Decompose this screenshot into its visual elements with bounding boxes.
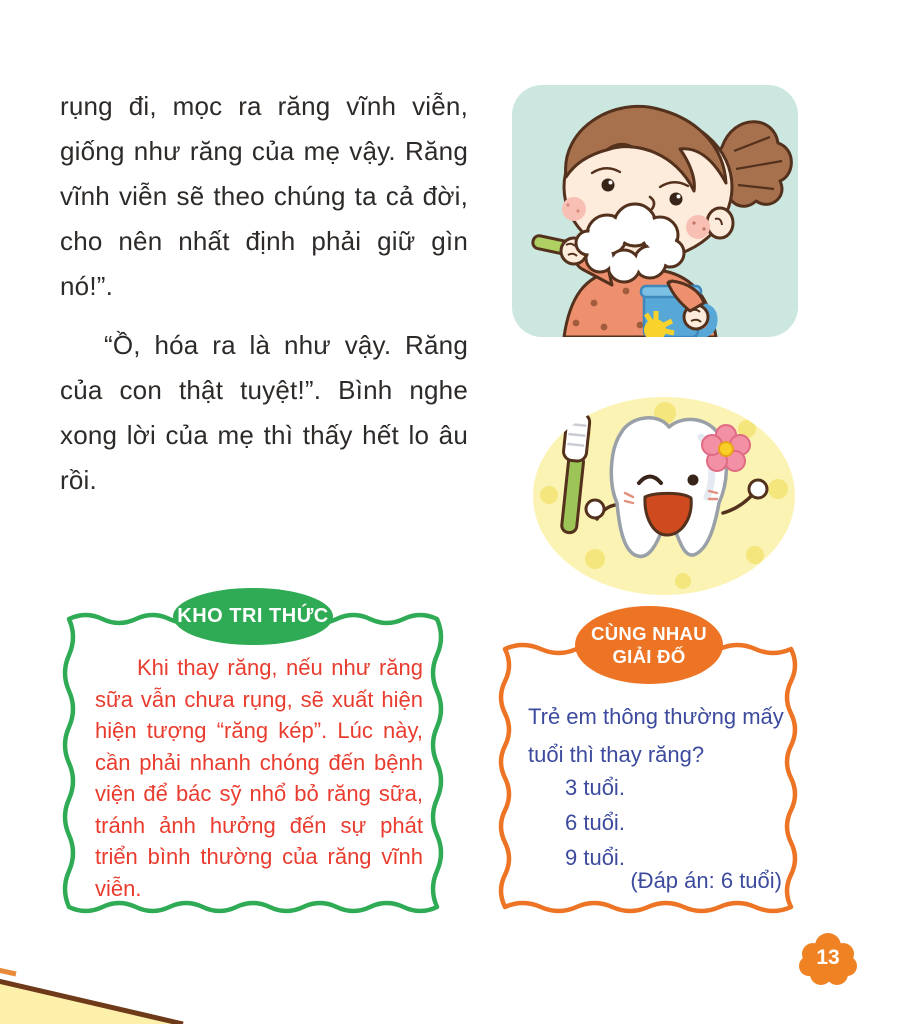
corner-decoration xyxy=(0,964,200,1024)
quiz-option-2: 6 tuổi. xyxy=(565,810,625,835)
knowledge-box-title: KHO TRI THỨC xyxy=(177,605,329,627)
girl-brushing-icon xyxy=(512,85,798,337)
girl-brushing-illustration xyxy=(512,85,798,337)
quiz-box-title-badge xyxy=(575,606,723,684)
toothbrush-icon xyxy=(555,412,590,534)
quiz-option-1: 3 tuổi. xyxy=(565,775,625,800)
page-number-badge xyxy=(796,928,860,992)
tooth-character-illustration xyxy=(533,397,795,595)
quiz-option-3: 9 tuổi. xyxy=(565,845,625,870)
quiz-options xyxy=(565,770,625,875)
page-number: 13 xyxy=(816,946,840,969)
quiz-answer: (Đáp án: 6 tuổi) xyxy=(630,868,782,893)
quiz-question: Trẻ em thông thường mấy tuổi thì thay răng? xyxy=(528,704,784,767)
story-paragraph-1: rụng đi, mọc ra răng vĩnh viễn, giống như răng của mẹ vậy. Răng vĩnh viễn sẽ theo chúng ta cả đời, cho nên nhất định phải giữ gìn nó!”. xyxy=(60,91,468,301)
story-paragraph-2: “Ồ, hóa ra là như vậy. Răng của con thật tuyệt!”. Bình nghe xong lời của mẹ thì thấy hết lo âu rồi. xyxy=(60,330,468,495)
knowledge-box-title-badge xyxy=(173,588,333,645)
happy-tooth-icon xyxy=(533,397,795,595)
story-text xyxy=(60,84,468,503)
quiz-box-title-line1: CÙNG NHAU xyxy=(591,623,707,644)
quiz-box-title-line2: GIẢI ĐỐ xyxy=(612,646,686,667)
knowledge-box-body: Khi thay răng, nếu như răng sữa vẫn chưa rụng, sẽ xuất hiện hiện tượng “răng kép”. Lúc này, cần phải nhanh chóng đến bệnh viện để bác sỹ nhổ bỏ răng sữa, tránh ảnh hưởng đến sự phát triển bình thường của răng vĩnh viễn. xyxy=(95,655,423,901)
